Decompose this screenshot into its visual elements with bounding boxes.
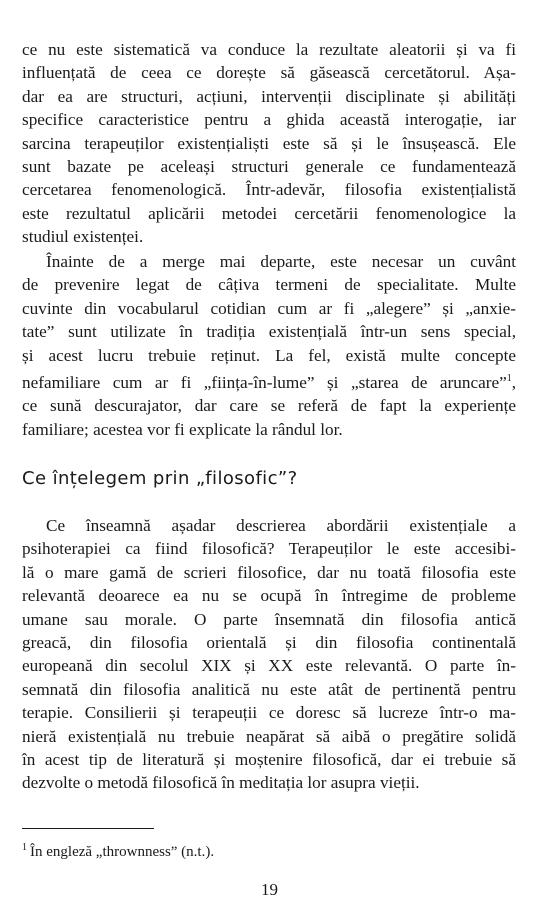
text-line: specifice caracteristice pentru a ghida această interogație, iar [22, 110, 516, 130]
text-line: greacă, din filosofia orientală și din filosofia continentală [22, 633, 516, 653]
text-line: sarcina terapeuților existențialiști este să și le însușească. Ele [22, 133, 516, 153]
text-line: Ce înseamnă așadar descrierea abordării existențiale a [46, 516, 516, 535]
text-line: și acest lucru trebuie reținut. La fel, există multe concepte [22, 345, 516, 365]
text-line: tate” sunt utilizate în tradiția existențială într-un sens special, [22, 322, 516, 342]
text-line-with-footnote: nefamiliare cum ar fi „ființa-în-lume” și „starea de aruncare”$^1$, [22, 373, 516, 393]
text-line: cuvinte din vocabularul cotidian cum ar fi „alegere” și „anxie- [22, 298, 516, 318]
footnote-text: În engleză „thrownness” (n.t.). [30, 844, 215, 860]
text-line: familiare; acestea vor fi explicate la rândul lor. [22, 419, 343, 439]
text-line: semnată din filosofia analitică nu este atât de pertinentă pentru [22, 679, 516, 699]
text-line: nieră existențială nu trebuie neapărat să aibă o pregătire solidă [22, 726, 516, 746]
text-line: dar ea are structuri, acțiuni, intervenții disciplinate și abilități [22, 86, 516, 106]
text-line: lă o mare gamă de scrieri filosofice, dar nu toată filosofia este [22, 562, 516, 582]
page-number: 19 [261, 880, 278, 899]
text-line: influențată de ceea ce dorește să găsească cercetătorul. Așa- [22, 63, 516, 83]
footnote-marker: 1 [506, 373, 512, 385]
footnote-number: 1 [22, 842, 27, 853]
text-line: cercetarea fenomenologică. Într-adevăr, filosofia existențialistă [22, 180, 516, 200]
text-line: umane sau morale. O parte însemnată din filosofia antică [22, 609, 516, 629]
footnote-divider [22, 828, 154, 829]
text-line: relevantă deoarece ea nu se ocupă în întregime de probleme [22, 586, 516, 606]
paragraph-2 [22, 250, 516, 441]
text-line: europeană din secolul XIX și XX este relevantă. O parte în- [22, 656, 516, 676]
text-line: psihoterapiei ca fiind filosofică? Terapeuților le este accesibi- [22, 539, 516, 559]
section-heading: Ce înțelegem prin „filosofic”? [22, 468, 298, 489]
paragraph-3 [22, 514, 516, 795]
text-line: dezvolte o metodă filosofică în meditația lor asupra vieții. [22, 773, 420, 793]
text-line: este rezultatul aplicării metodei cercetării fenomenologice la [22, 203, 516, 223]
text-line: în acest tip de literatură și moștenire filosofică, dar ei trebuie să [22, 750, 516, 770]
text-line: ce sună descurajator, dar care se referă de fapt la experiențe [22, 396, 516, 416]
text-line: ce nu este sistematică va conduce la rezultate aleatorii și va fi [22, 40, 516, 59]
text-line: studiul existenței. [22, 227, 144, 247]
text-line: terapie. Consilierii și terapeuții ce doresc să lucreze într-o ma- [22, 703, 516, 723]
line-text: nefamiliare cum ar fi „ființa-în-lume” și „starea de aruncare” [22, 373, 507, 393]
footnote [22, 838, 214, 862]
text-line: sunt bazate pe aceleași structuri generale ce fundamentează [22, 157, 516, 177]
paragraph-1 [22, 38, 516, 249]
text-line: Înainte de a merge mai departe, este necesar un cuvânt [46, 252, 516, 271]
text-line: de prevenire legat de câțiva termeni de specialitate. Multe [22, 275, 516, 295]
